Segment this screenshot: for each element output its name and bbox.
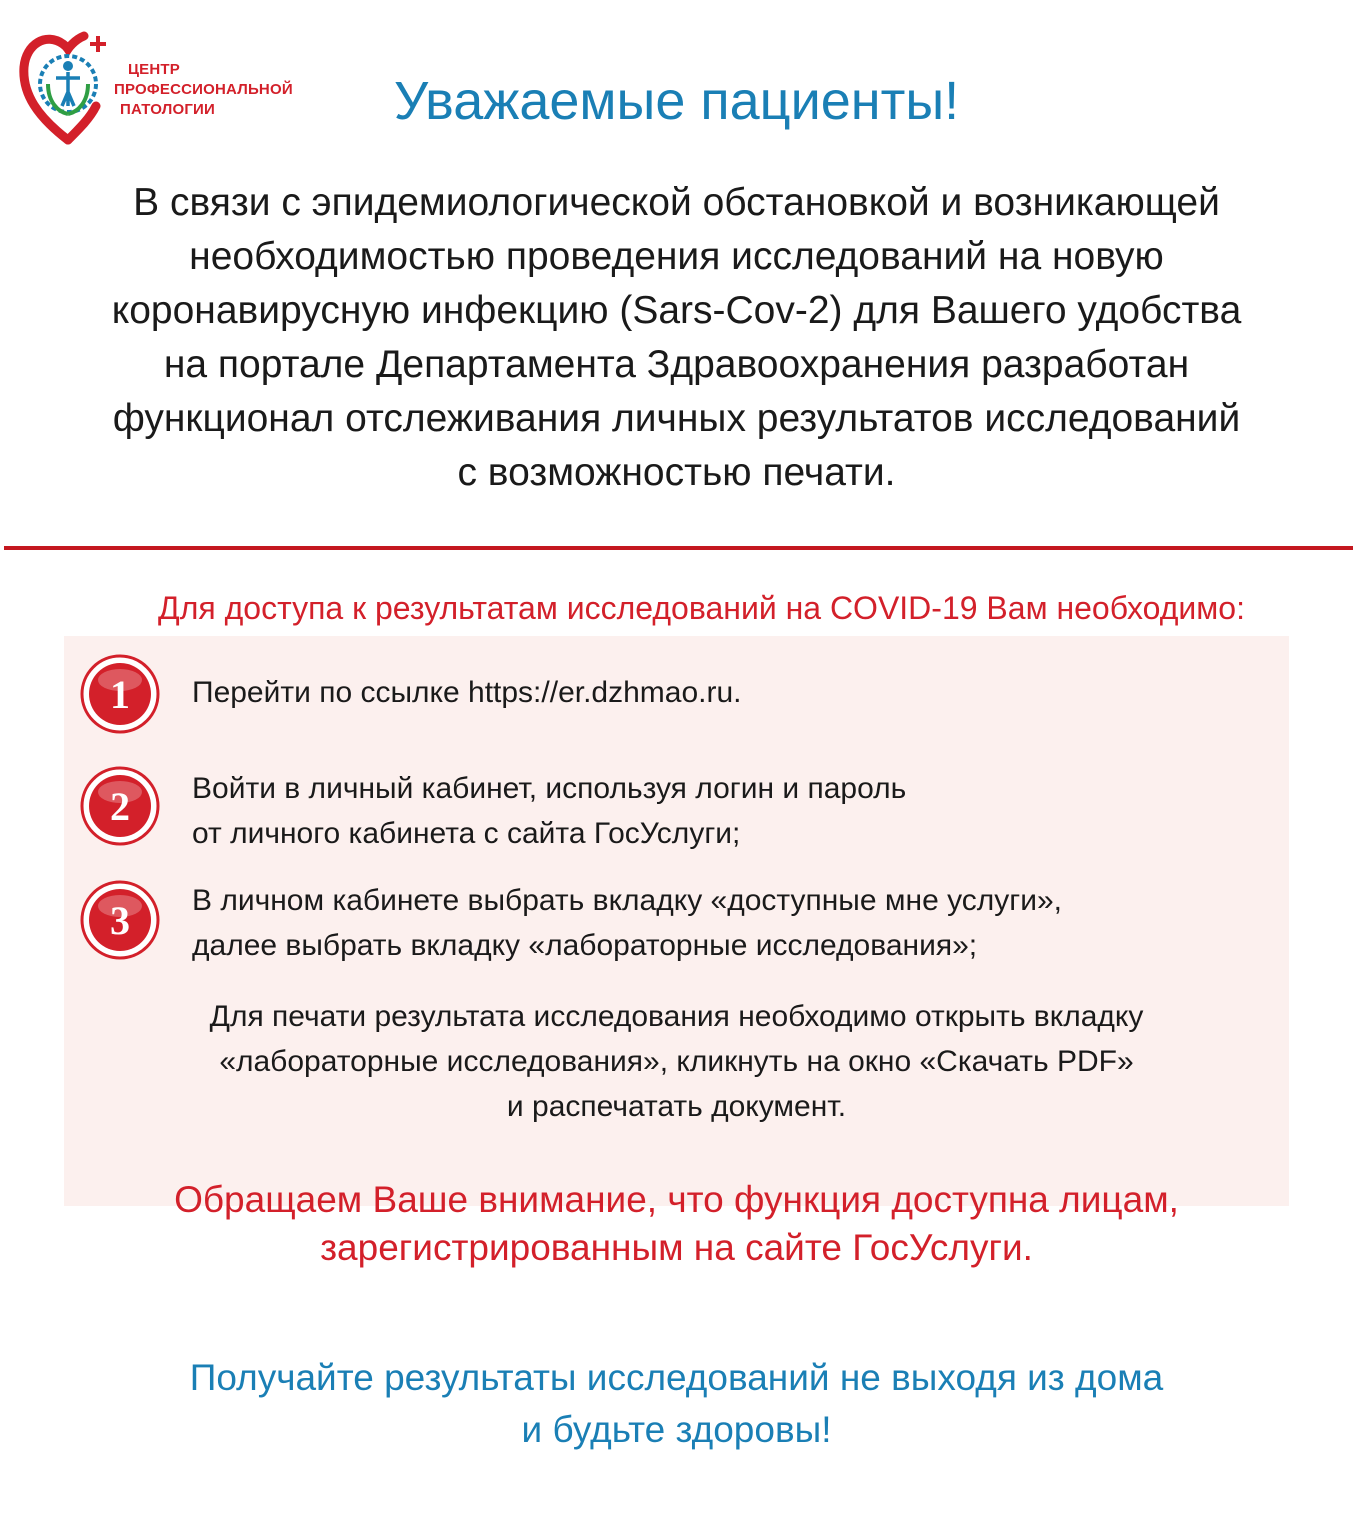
attention-line: Обращаем Ваше внимание, что функция доступна лицам, xyxy=(174,1179,1179,1220)
farewell-line: и будьте здоровы! xyxy=(521,1409,832,1450)
print-instructions xyxy=(64,994,1289,1129)
step-text xyxy=(192,766,906,856)
intro-line: коронавирусную инфекцию (Sars-Cov-2) для Вашего удобства xyxy=(111,289,1242,332)
farewell-message xyxy=(0,1352,1353,1456)
step-line: В личном кабинете выбрать вкладку «доступные мне услуги», xyxy=(192,884,1062,917)
step-line: от личного кабинета с сайта ГосУслуги; xyxy=(192,817,741,850)
logo-line-1: ЦЕНТР xyxy=(128,61,180,78)
number-3-badge-icon xyxy=(80,880,160,960)
badge-number: 1 xyxy=(110,672,130,717)
farewell-line: Получайте результаты исследований не выходя из дома xyxy=(189,1357,1164,1398)
logo-line-2: ПРОФЕССИОНАЛЬНОЙ xyxy=(114,81,293,98)
intro-line: необходимостью проведения исследований на новую xyxy=(189,235,1164,278)
intro-line: В связи с эпидемиологической обстановкой и возникающей xyxy=(133,181,1220,224)
note-line: Для печати результата исследования необходимо открыть вкладку xyxy=(209,1000,1144,1033)
step-line: Перейти по ссылке https://er.dzhmao.ru. xyxy=(192,676,742,709)
step-line: Войти в личный кабинет, используя логин и пароль xyxy=(192,772,907,805)
step-text xyxy=(192,670,742,715)
section-divider xyxy=(4,546,1353,550)
page-title: Уважаемые пациенты! xyxy=(393,71,960,131)
note-line: «лабораторные исследования», кликнуть на окно «Скачать PDF» xyxy=(219,1045,1134,1078)
step-line: далее выбрать вкладку «лабораторные исследования»; xyxy=(192,929,978,962)
badge-number: 3 xyxy=(110,898,130,943)
attention-line: зарегистрированным на сайте ГосУслуги. xyxy=(320,1227,1033,1268)
number-1-badge-icon xyxy=(80,654,160,734)
intro-line: с возможностью печати. xyxy=(457,451,896,494)
attention-notice xyxy=(0,1176,1353,1272)
number-2-badge-icon xyxy=(80,766,160,846)
badge-number: 2 xyxy=(110,784,130,829)
intro-line: на портале Департамента Здравоохранения разработан xyxy=(163,343,1190,386)
note-line: и распечатать документ. xyxy=(506,1090,847,1123)
intro-paragraph xyxy=(30,176,1323,500)
step-text xyxy=(192,878,1062,968)
intro-line: функционал отслеживания личных результатов исследований xyxy=(112,397,1241,440)
access-heading: Для доступа к результатам исследований на COVID-19 Вам необходимо: xyxy=(158,590,1245,626)
logo-line-3: ПАТОЛОГИИ xyxy=(120,101,216,118)
